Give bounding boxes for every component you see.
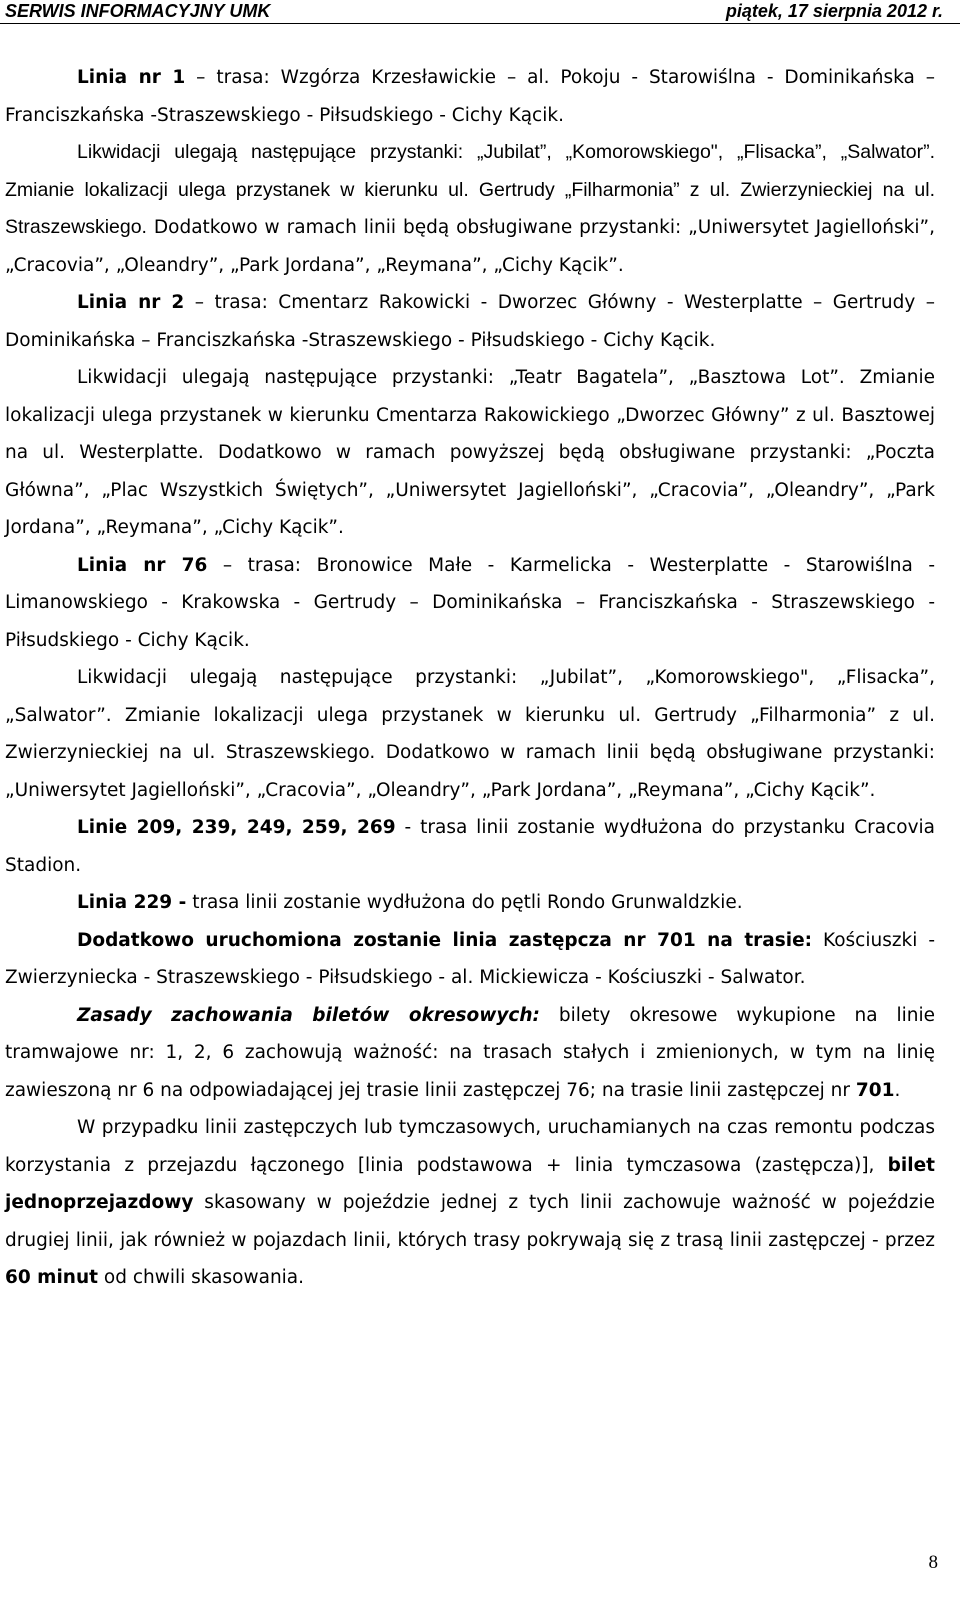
lines-209-label: Linie 209, 239, 249, 259, 269 <box>77 817 396 838</box>
line-1-changes-b: Dodatkowo w ramach linii będą obsługiwane przystanki: „Uniwersytet Jagielloński”, „Cracovia”, „Oleandry”, „Park Jordana”, „Reymana”, „Cichy Kącik”. <box>5 217 935 276</box>
line-76-paragraph <box>5 547 935 660</box>
tickets-text: bilety okresowe wykupione na linie tramwajowe nr: 1, 2, 6 zachowują ważność: na trasach stałych i zmienionych, w tym na linię zawieszoną nr 6 na odpowiadającej jej trasie linii zastępczej 76; na trasie linii zastępczej nr <box>5 1004 935 1101</box>
lines-209-text: - trasa linii zostanie wydłużona do przystanku Cracovia Stadion. <box>5 817 935 876</box>
line-701-label: Dodatkowo uruchomiona zostanie linia zastępcza nr 701 na trasie: <box>77 929 813 951</box>
header-date: piątek, 17 sierpnia 2012 r. <box>725 1 943 21</box>
page-header <box>0 0 960 24</box>
line-1-route: – trasa: Wzgórza Krzesławickie – al. Pokoju - Starowiślna - Dominikańska – Franciszkańska -Straszewskiego - Piłsudskiego - Cichy Kącik. <box>5 67 935 126</box>
line-2-paragraph <box>5 284 935 359</box>
line-76-route: – trasa: Bronowice Małe - Karmelicka - Westerplatte - Starowiślna - Limanowskiego - Krakowska - Gertrudy – Dominikańska – Franciszkańska - Straszewskiego - Piłsudskiego - Cichy Kącik. <box>5 554 936 651</box>
line-701-text: Kościuszki - Zwierzyniecka - Straszewskiego - Piłsudskiego - al. Mickiewicza - Kościuszki - Salwator. <box>5 929 935 988</box>
line-229-label: Linia 229 - <box>77 892 187 913</box>
line-2-changes-text: Likwidacji ulegają następujące przystanki: „Teatr Bagatela”, „Basztowa Lot”. Zmianie lokalizacji ulega przystanek w kierunku Cmentarza Rakowickiego „Dworzec Główny” z ul. Basztowej na ul. Westerplatte. Dodatkowo w ramach powyższej będą obsługiwane przystanki: „Poczta Główna”, „Plac Wszystkich Świętych”, „Uniwersytet Jagielloński”, „Cracovia”, „Oleandry”, „Park Jordana”, „Reymana”, „Cichy Kącik”. <box>5 367 935 538</box>
transfer-bold1: bilet jednoprzejazdowy <box>5 1154 935 1213</box>
page-number: 8 <box>928 1552 938 1573</box>
line-2-changes <box>5 359 935 547</box>
header-title: SERWIS INFORMACYJNY UMK <box>5 1 271 21</box>
lines-209-paragraph <box>5 809 935 884</box>
tickets-label: Zasady zachowania biletów okresowych: <box>77 1004 540 1026</box>
line-1-changes-a: Likwidacji ulegają następujące przystanki: „Jubilat”, „Komorowskiego", „Flisacka”, „Salwator”. Zmianie lokalizacji ulega przystanek w kierunku ul. Gertrudy „Filharmonia” z ul. Zwierzynieckiej na ul. Straszewskiego. <box>5 141 935 238</box>
transfer-paragraph <box>5 1109 935 1297</box>
transfer-part3: od chwili skasowania. <box>98 1267 305 1288</box>
transfer-part1: W przypadku linii zastępczych lub tymczasowych, uruchamianych na czas remontu podczas korzystania z przejazdu łączonego [linia podstawowa + linia tymczasowa (zastępcza)], <box>5 1117 935 1176</box>
tickets-num: 701 <box>855 1079 895 1101</box>
line-701-paragraph <box>5 922 935 997</box>
line-2-label: Linia nr 2 <box>77 292 185 313</box>
line-76-label: Linia nr 76 <box>77 554 208 576</box>
transfer-bold2: 60 minut <box>5 1267 98 1288</box>
line-2-route: – trasa: Cmentarz Rakowicki - Dworzec Główny - Westerplatte – Gertrudy – Dominikańska – Franciszkańska -Straszewskiego - Piłsudskiego - Cichy Kącik. <box>5 292 935 351</box>
header-rule <box>0 23 960 24</box>
line-1-paragraph <box>5 59 935 134</box>
line-1-changes <box>5 134 935 284</box>
line-1-label: Linia nr 1 <box>77 67 186 88</box>
transfer-part2: skasowany w pojeździe jednej z tych linii zachowuje ważność w pojeździe drugiej linii, jak również w pojazdach linii, których trasy pokrywają się z trasą linii zastępczej - przez <box>5 1192 935 1251</box>
line-229-paragraph <box>5 884 935 922</box>
tickets-end: . <box>894 1079 901 1101</box>
document-body <box>5 59 935 1297</box>
tickets-paragraph <box>5 997 935 1110</box>
line-76-changes <box>5 659 935 809</box>
line-229-text: trasa linii zostanie wydłużona do pętli Rondo Grunwaldzkie. <box>186 892 743 913</box>
line-76-changes-text: Likwidacji ulegają następujące przystanki: „Jubilat”, „Komorowskiego", „Flisacka”, „Salwator”. Zmianie lokalizacji ulega przystanek w kierunku ul. Gertrudy „Filharmonia” z ul. Zwierzynieckiej na ul. Straszewskiego. Dodatkowo w ramach linii będą obsługiwane przystanki: „Uniwersytet Jagielloński”, „Cracovia”, „Oleandry”, „Park Jordana”, „Reymana”, „Cichy Kącik”. <box>5 667 935 801</box>
